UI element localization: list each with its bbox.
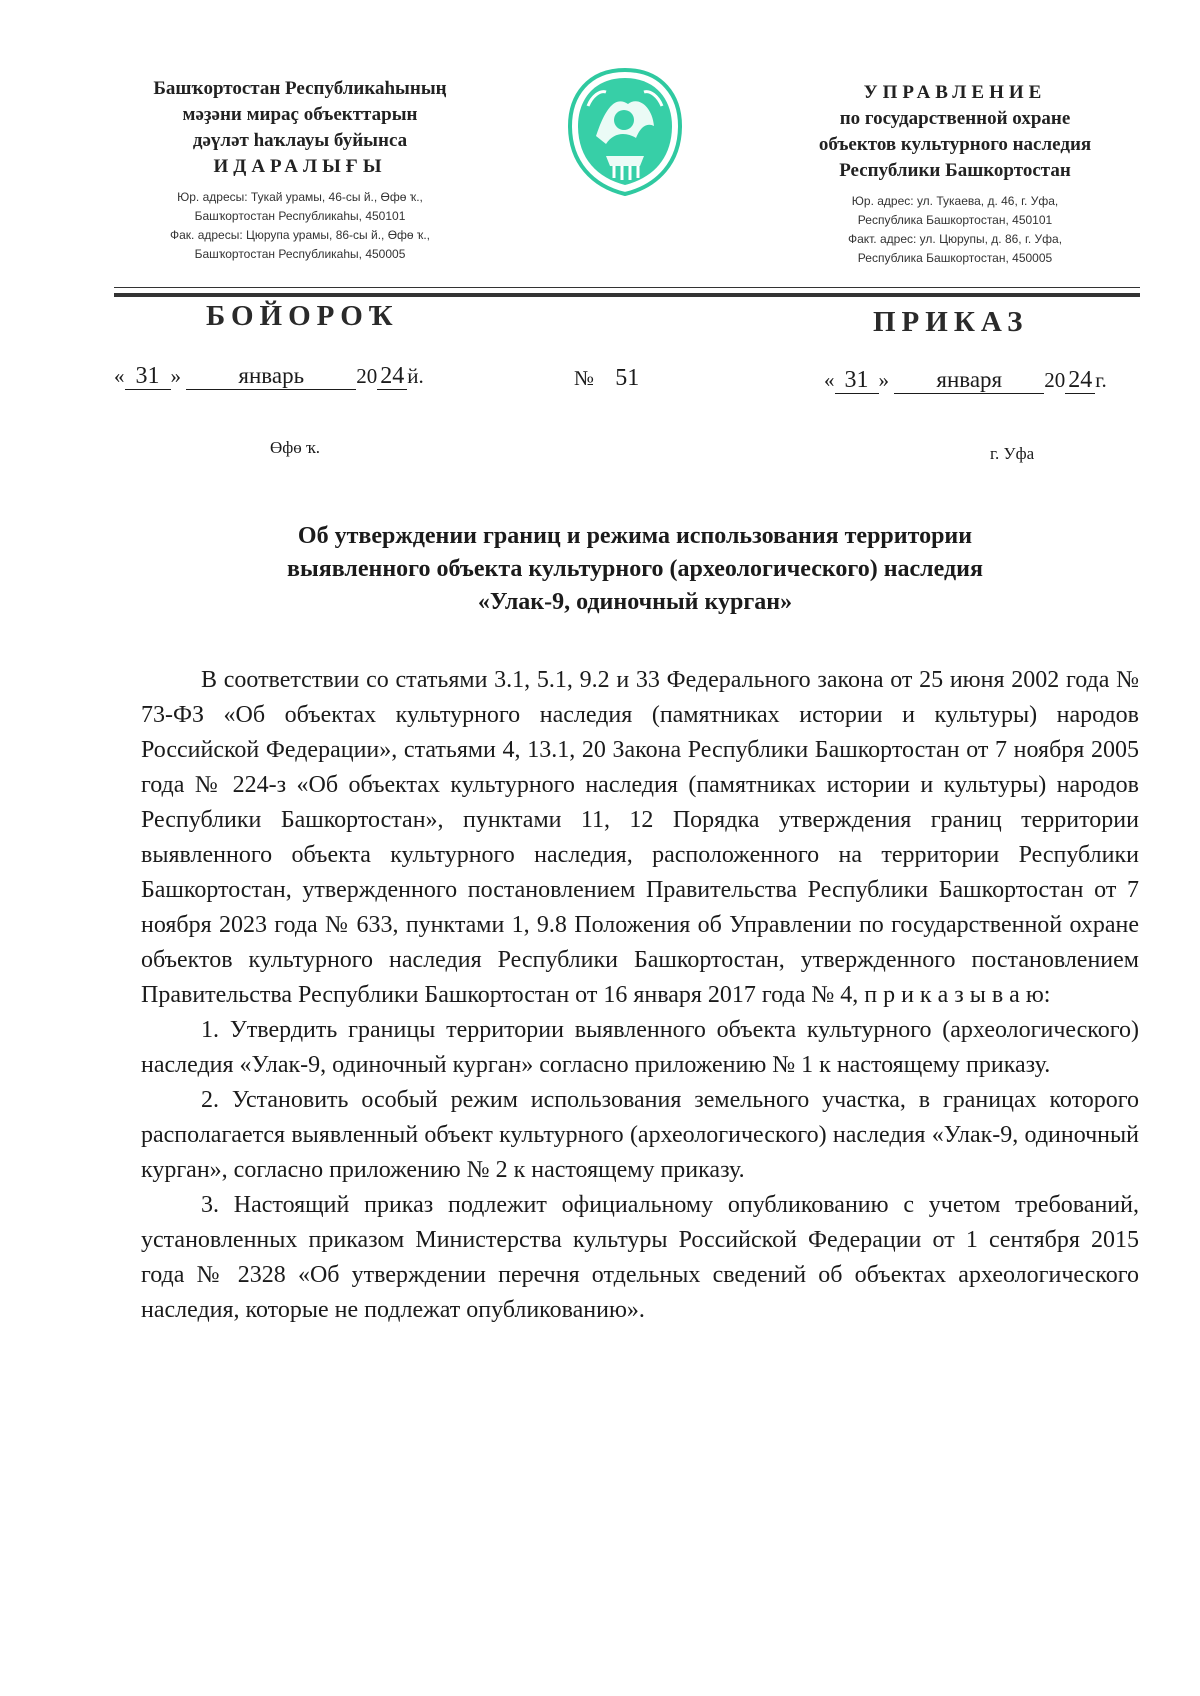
quote-close: »	[878, 368, 889, 392]
org-name-bashkir-line2: мәҙәни мираҫ объекттарын	[182, 104, 418, 125]
order-item-2: 2. Установить особый режим использования земельного участка, в границах которого располагается выявленный объект культурного (археологического) наследия «Улак-9, одиночный курган», согласно приложению № 2 к настоящему приказу.	[141, 1087, 1139, 1183]
address-line: Республика Башкортостан, 450101	[857, 213, 1053, 227]
date-day: 31	[835, 367, 879, 394]
org-name-bashkir-line1: Башҡортостан Республикаһының	[153, 78, 447, 99]
title-line: выявленного объекта культурного (археологического) наследия	[287, 556, 983, 582]
address-line: Фак. адресы: Цюрупа урамы, 86-сы й., Өфө ҡ.,	[169, 228, 431, 242]
order-number	[574, 364, 639, 392]
address-line: Факт. адрес: ул. Цюрупы, д. 86, г. Уфа,	[847, 232, 1063, 246]
org-name-russian-line4: Республики Башкортостан	[839, 160, 1071, 181]
title-line: «Улак-9, одиночный курган»	[477, 589, 793, 615]
date-year-prefix: 20	[1044, 368, 1066, 392]
place-bashkir: Өфө ҡ.	[270, 438, 321, 457]
quote-open: «	[114, 364, 125, 388]
place-russian: г. Уфа	[990, 444, 1035, 463]
number-value: 51	[615, 365, 640, 391]
org-name-bashkir-line4: ИДАРАЛЫҒЫ	[213, 156, 387, 177]
doc-type-bashkir: БОЙОРОҠ	[206, 300, 399, 332]
address-line: Башҡортостан Республикаһы, 450005	[194, 247, 406, 261]
bashkortostan-emblem-icon	[566, 66, 684, 198]
preamble-paragraph: В соответствии со статьями 3.1, 5.1, 9.2 и 33 Федерального закона от 25 июня 2002 года № 73-ФЗ «Об объектах культурного наследия (памятниках истории и культуры) народов Российской Федерации», статьями 4, 13.1, 20 Закона Республики Башкортостан от 7 ноября 2005 года № 224-з «Об объектах культурного наследия (памятниках истории и культуры) народов Республики Башкортостан», пунктами 11, 12 Порядка утверждения границ территории выявленного объекта культурного наследия, расположенного на территории Республики Башкортостан, утвержденного постановлением Правительства Республики Башкортостан от 7 ноября 2023 года № 633, пунктами 1, 9.8 Положения об Управлении по государственной охране объектов культурного наследия Республики Башкортостан, утвержденного постановлением Правительства Республики Башкортостан от 16 января 2017 года № 4, п р и к а з ы в а ю:	[141, 667, 1139, 1008]
date-suffix: г.	[1095, 368, 1107, 392]
date-bashkir	[114, 362, 424, 390]
date-year-suffix: 24	[1065, 367, 1095, 394]
address-russian	[770, 192, 1140, 268]
date-suffix: й.	[407, 364, 424, 388]
header-right	[770, 80, 1140, 268]
date-day: 31	[125, 363, 171, 390]
date-year-suffix: 24	[377, 363, 407, 390]
quote-close: »	[170, 364, 181, 388]
org-name-bashkir-line3: дәүләт һаҡлауы буйынса	[192, 130, 408, 151]
order-item-1: 1. Утвердить границы территории выявленного объекта культурного (археологического) наследия «Улак-9, одиночный курган» согласно приложению № 1 к настоящему приказу.	[141, 1017, 1139, 1078]
order-item-3: 3. Настоящий приказ подлежит официальному опубликованию с учетом требований, установленных приказом Министерства культуры Российской Федерации от 1 сентября 2015 года № 2328 «Об утверждении перечня отдельных сведений об объектах археологического наследия, которые не подлежат опубликованию».	[141, 1192, 1139, 1323]
date-month: января	[894, 367, 1044, 394]
document-body	[141, 663, 1139, 1328]
doc-type-russian: ПРИКАЗ	[873, 306, 1029, 338]
date-month: январь	[186, 363, 356, 390]
address-line: Юр. адресы: Тукай урамы, 46-сы й., Өфө ҡ.,	[177, 190, 423, 204]
title-line: Об утверждении границ и режима использования территории	[297, 523, 973, 549]
address-line: Республика Башкортостан, 450005	[857, 251, 1053, 265]
org-name-russian-line3: объектов культурного наследия	[818, 134, 1092, 155]
date-year-prefix: 20	[356, 364, 378, 388]
address-bashkir	[100, 188, 500, 264]
org-name-russian-line1: УПРАВЛЕНИЕ	[863, 82, 1047, 103]
address-line: Башҡортостан Республикаһы, 450101	[194, 209, 406, 223]
document-title	[130, 520, 1140, 619]
date-russian	[824, 366, 1107, 394]
header-left	[100, 76, 500, 264]
org-name-russian-line2: по государственной охране	[839, 108, 1071, 129]
quote-open: «	[824, 368, 835, 392]
header-divider-thick	[114, 293, 1140, 297]
number-sign: №	[574, 366, 595, 390]
header-divider-thin	[114, 287, 1140, 288]
address-line: Юр. адрес: ул. Тукаева, д. 46, г. Уфа,	[851, 194, 1059, 208]
